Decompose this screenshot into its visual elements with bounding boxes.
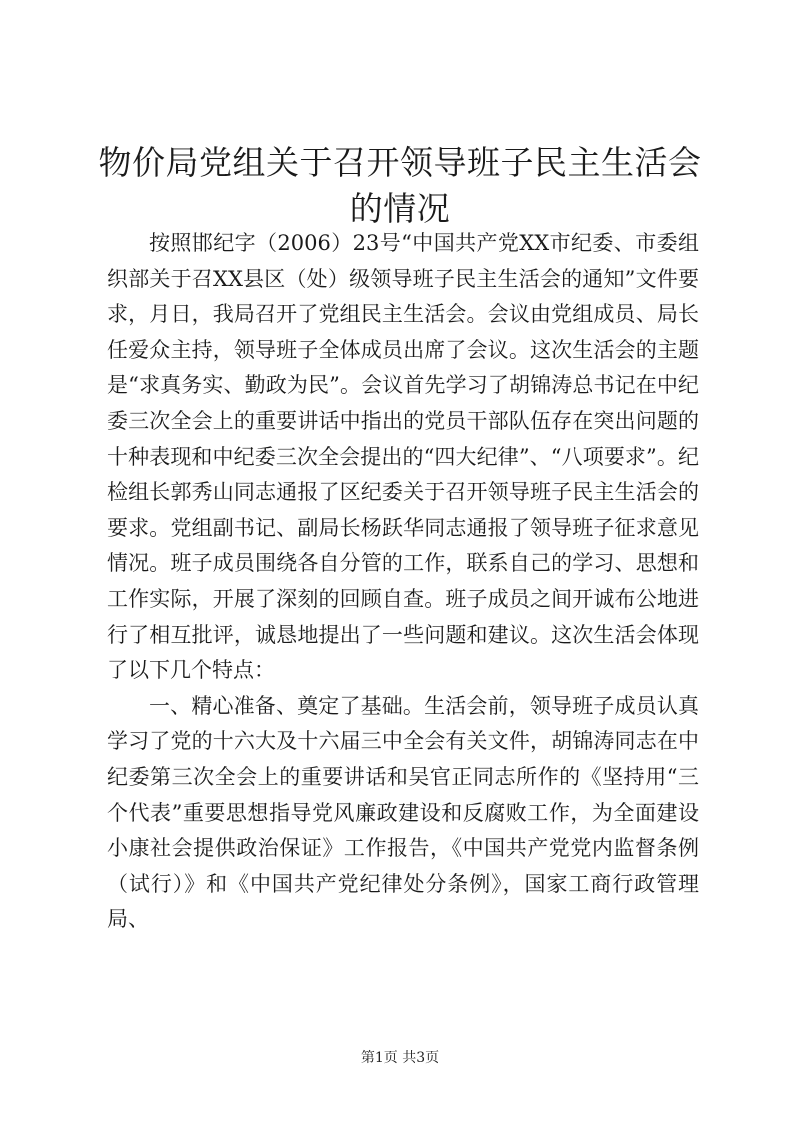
paragraph-intro: 按照邯纪字（2006）23号“中国共产党XX市纪委、市委组织部关于召XX县区（处）级领导班子民主生活会的通知”文件要求，月日，我局召开了党组民主生活会。会议由党组成员、局长任爱众主持，领导班子全体成员出席了会议。这次生活会的主题是“求真务实、勤政为民”。会议首先学习了胡锦涛总书记在中纪委三次全会上的重要讲话中指出的党员干部队伍存在突出问题的十种表现和中纪委三次全会提出的“四大纪律”、“八项要求”。纪检组长郭秀山同志通报了区纪委关于召开领导班子民主生活会的要求。党组副书记、副局长杨跃华同志通报了领导班子征求意见情况。班子成员围绕各自分管的工作，联系自己的学习、思想和工作实际，开展了深刻的回顾自查。班子成员之间开诚布公地进行了相互批评，诚恳地提出了一些问题和建议。这次生活会体现了以下几个特点： [107, 231, 699, 683]
document-body [107, 226, 699, 938]
document-title: 物价局党组关于召开领导班子民主生活会的情况 [98, 143, 702, 228]
page-footer: 第1页 共3页 [360, 1050, 440, 1066]
paragraph-point-one: 一、精心准备、奠定了基础。生活会前，领导班子成员认真学习了党的十六大及十六届三中全会有关文件，胡锦涛同志在中纪委第三次全会上的重要讲话和吴官正同志所作的《坚持用“三个代表”重要思想指导党风廉政建设和反腐败工作，为全面建设小康社会提供政治保证》工作报告，《中国共产党党内监督条例（试行）》和《中国共产党纪律处分条例》，国家工商行政管理局、 [107, 693, 699, 932]
